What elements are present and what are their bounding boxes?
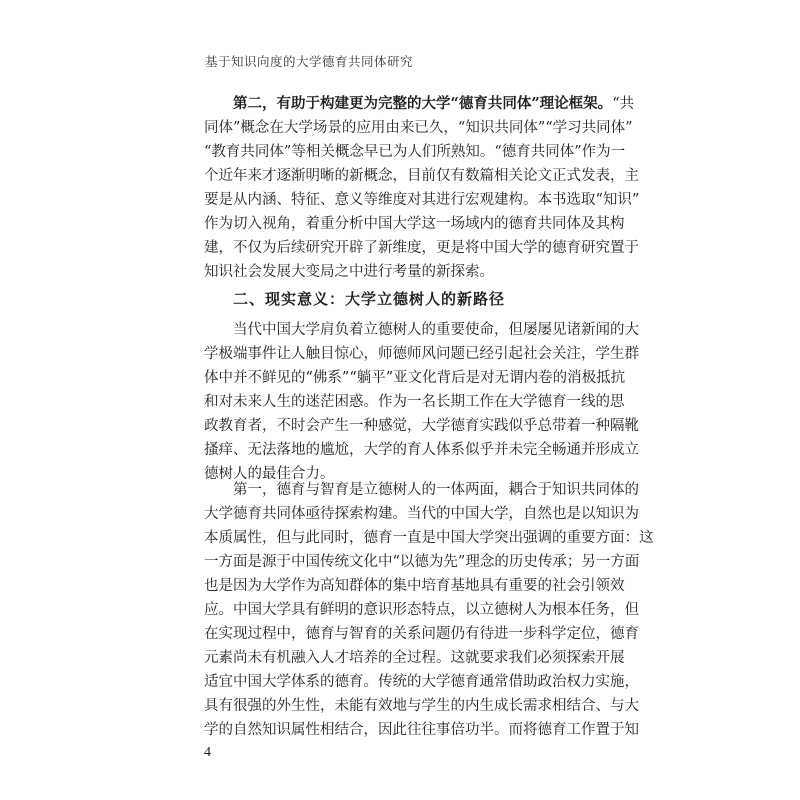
paragraph-1-lead: 第二，有助于构建更为完整的大学“德育共同体”理论框架。 (233, 95, 613, 112)
paragraph-3-line-10: 具有很强的外生性，未能有效地与学生的内生成长需求相结合、与大 (204, 698, 639, 714)
paragraph-1-line-7: 建，不仅为后续研究开辟了新维度，更是将中国大学的德育研究置于 (204, 240, 639, 256)
running-head: 基于知识向度的大学德育共同体研究 (205, 54, 414, 69)
paragraph-3-line-6: 应。中国大学具有鲜明的意识形态特点，以立德树人为根本任务，但 (204, 602, 639, 618)
section-heading: 二、现实意义：大学立德树人的新路径 (233, 290, 506, 308)
paragraph-3-line-2: 大学德育共同体亟待探索构建。当代的中国大学，自然也是以知识为 (204, 506, 639, 522)
paragraph-1-line-3: “教育共同体”等相关概念早已为人们所熟知。“德育共同体”作为一 (204, 144, 626, 160)
paragraph-2-line-4: 和对未来人生的迷茫困惑。作为一名长期工作在大学德育一线的思 (204, 394, 625, 410)
paragraph-3-line-9: 适宜中国大学体系的德育。传统的大学德育通常借助政治权力实施， (204, 674, 639, 690)
paragraph-3-line-1: 第一，德育与智育是立德树人的一体两面，耦合于知识共同体的 (233, 482, 639, 498)
paragraph-1-line-4: 个近年来才逐渐明晰的新概念，目前仅有数篇相关论文正式发表，主 (204, 168, 639, 184)
paragraph-3-line-5: 也是因为大学作为高知群体的集中培育基地具有重要的社会引领效 (204, 578, 625, 594)
paragraph-3-line-7: 在实现过程中，德育与智育的关系问题仍有待进一步科学定位，德育 (204, 626, 639, 642)
paragraph-2 (204, 318, 639, 486)
paragraph-1-line-1 (204, 92, 635, 116)
page-number: 4 (204, 745, 211, 760)
paragraph-1-line-6: 作为切入视角，着重分析中国大学这一场域内的德育共同体及其构 (204, 216, 625, 232)
paragraph-2-line-1: 当代中国大学肩负着立德树人的重要使命，但屡屡见诸新闻的大 (233, 322, 639, 338)
paragraph-1-line-5: 要是从内涵、特征、意义等维度对其进行宏观建构。本书选取“知识” (204, 192, 640, 208)
paragraph-2-line-7: 德树人的最佳合力。 (204, 466, 335, 482)
paragraph-2-line-5: 政教育者，不时会产生一种感觉，大学德育实践似乎总带着一种隔靴 (204, 418, 639, 434)
paragraph-3-line-3: 本质属性，但与此同时，德育一直是中国大学突出强调的重要方面：这 (204, 530, 654, 546)
paragraph-3-line-4: 一方面是源于中国传统文化中“以德为先”理念的历史传承；另一方面 (204, 554, 640, 570)
paragraph-1 (204, 92, 640, 284)
paragraph-3 (204, 478, 654, 742)
paragraph-3-line-11: 学的自然知识属性相结合，因此往往事倍功半。而将德育工作置于知 (204, 722, 639, 738)
paragraph-3-line-8: 元素尚未有机融入人才培养的全过程。这就要求我们必须探索开展 (204, 650, 625, 666)
paragraph-1-line-1-tail: “共 (612, 96, 635, 112)
paragraph-2-line-6: 搔痒、无法落地的尴尬，大学的育人体系似乎并未完全畅通并形成立 (204, 442, 639, 458)
paragraph-2-line-2: 学极端事件让人触目惊心，师德师风问题已经引起社会关注，学生群 (204, 346, 639, 362)
paragraph-2-line-3: 体中并不鲜见的“佛系”“躺平”亚文化背后是对无谓内卷的消极抵抗 (204, 370, 626, 386)
paragraph-1-line-8: 知识社会发展大变局之中进行考量的新探索。 (204, 264, 494, 280)
paragraph-1-line-2: 同体”概念在大学场景的应用由来已久，“知识共同体”“学习共同体” (204, 120, 633, 136)
